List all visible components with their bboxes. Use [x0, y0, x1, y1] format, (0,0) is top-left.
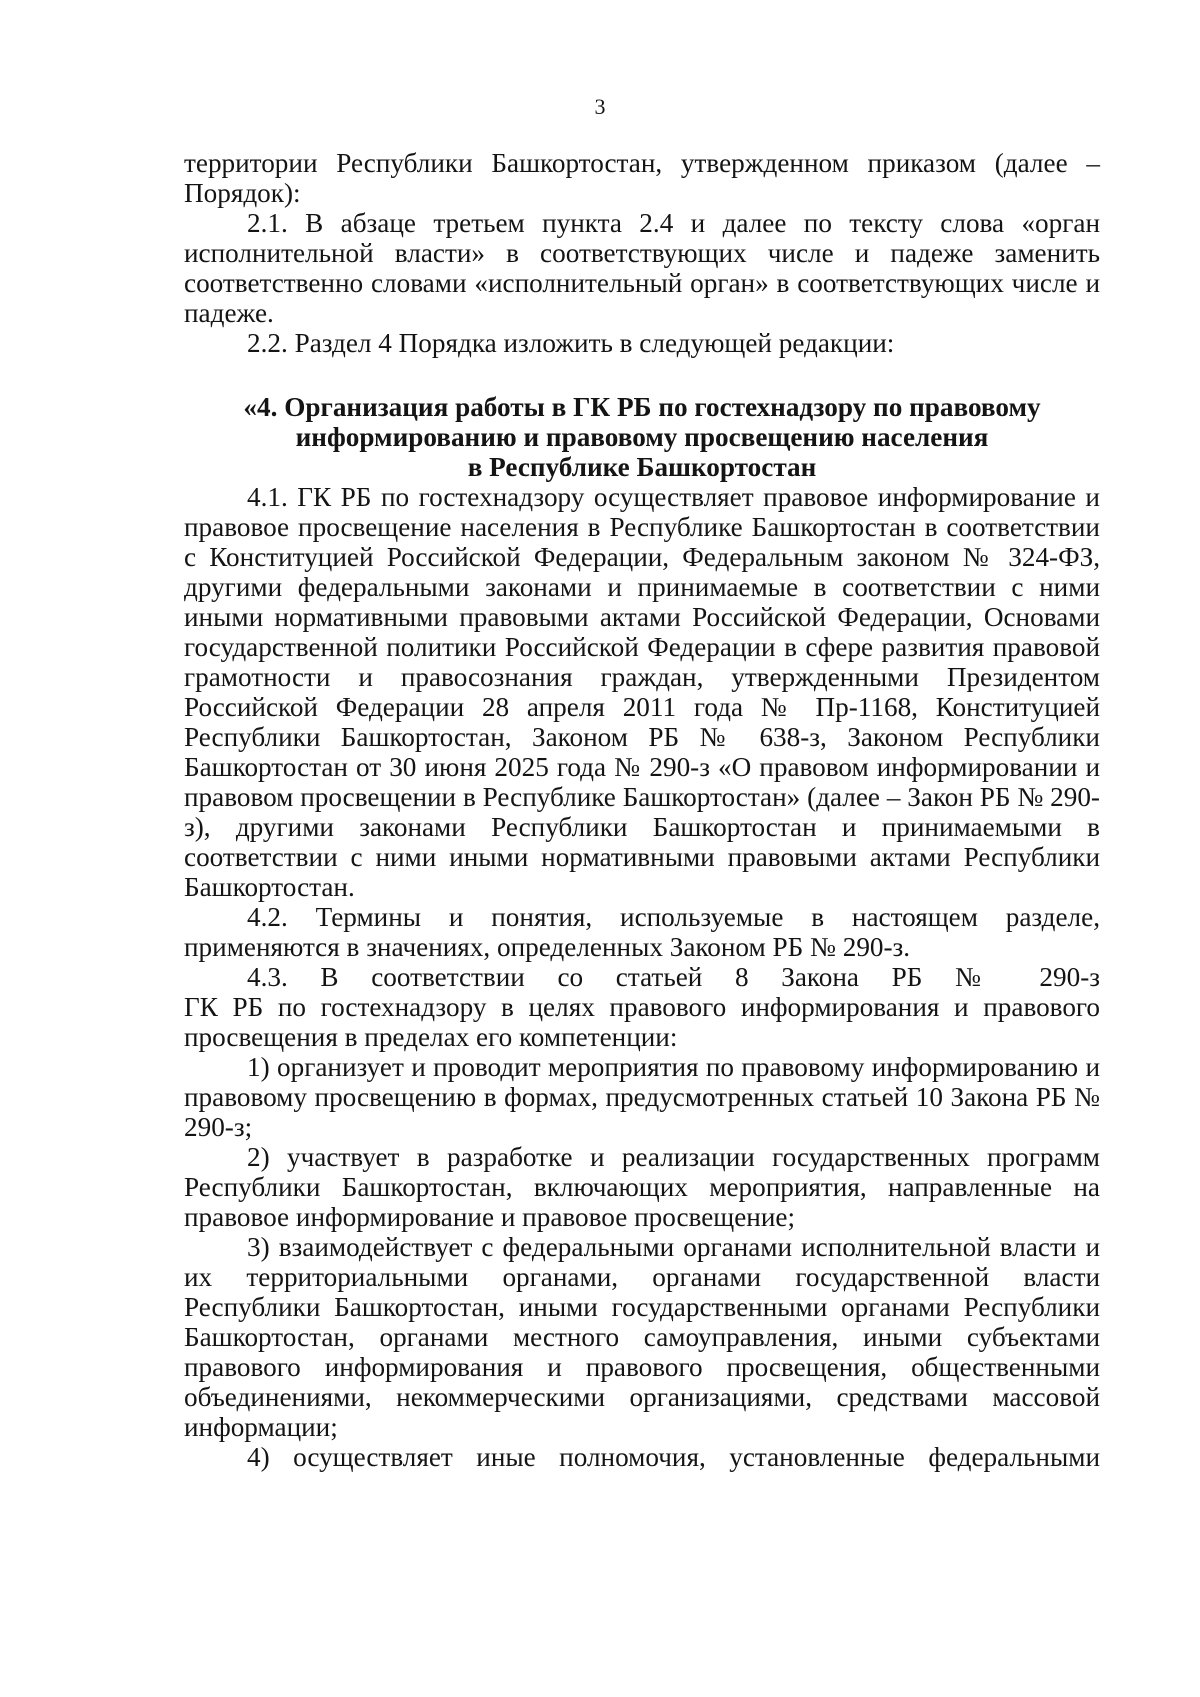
section-heading-line-1: «4. Организация работы в ГК РБ по гостехнадзору по правовому: [243, 392, 1041, 422]
list-item-4: 4) осуществляет иные полномочия, установленные федеральными: [247, 1442, 1100, 1472]
list-item-1: 1) организует и проводит мероприятия по правовому информированию и правовому просвещению в формах, предусмотренных статьей 10 Закона РБ № 290-з;: [184, 1052, 1100, 1142]
section-heading-line-2: информированию и правовому просвещению населения: [295, 422, 989, 452]
paragraph-4-3-first-line: 4.3. В соответствии со статьей 8 Закона РБ № 290-з: [247, 962, 1100, 992]
section-heading: [184, 392, 1100, 482]
page-number: 3: [594, 94, 606, 119]
list-item-2: 2) участвует в разработке и реализации государственных программ Республики Башкортостан, включающих мероприятия, направленные на правовое информирование и правовое просвещение;: [184, 1142, 1100, 1232]
document-body: [184, 148, 1100, 1472]
list-item-3: 3) взаимодействует с федеральными органами исполнительной власти и их территориальными органами, органами государственной власти Республики Башкортостан, иными государственными органами Республики Башкортостан, органами местного самоуправления, иными субъектами правового информирования и правового просвещения, общественными объединениями, некоммерческими организациями, средствами массовой информации;: [184, 1232, 1100, 1442]
paragraph-4-3-continuation: ГК РБ по гостехнадзору в целях правового информирования и правового просвещения в пределах его компетенции:: [184, 992, 1100, 1052]
paragraph-4-1: 4.1. ГК РБ по гостехнадзору осуществляет правовое информирование и правовое просвещение населения в Республике Башкортостан в соответствии с Конституцией Российской Федерации, Федеральным законом № 324-ФЗ, другими федеральными законами и принимаемые в соответствии с ними иными нормативными правовыми актами Российской Федерации, Основами государственной политики Российской Федерации в сфере развития правовой грамотности и правосознания граждан, утвержденными Президентом Российской Федерации 28 апреля 2011 года № Пр-1168, Конституцией Республики Башкортостан, Законом РБ № 638-з, Законом Республики Башкортостан от 30 июня 2025 года № 290-з «О правовом информировании и правовом просвещении в Республике Башкортостан» (далее – Закон РБ № 290-з), другими законами Республики Башкортостан и принимаемыми в соответствии с ними иными нормативными правовыми актами Республики Башкортостан.: [184, 482, 1100, 902]
paragraph-2-2: 2.2. Раздел 4 Порядка изложить в следующей редакции:: [247, 328, 895, 358]
paragraph-intro: территории Республики Башкортостан, утвержденном приказом (далее – Порядок):: [184, 148, 1100, 208]
section-heading-line-3: в Республике Башкортостан: [467, 452, 817, 482]
paragraph-2-1: 2.1. В абзаце третьем пункта 2.4 и далее по тексту слова «орган исполнительной власти» в соответствующих числе и падеже заменить соответственно словами «исполнительный орган» в соответствующих числе и падеже.: [184, 208, 1100, 328]
paragraph-4-2: 4.2. Термины и понятия, используемые в настоящем разделе, применяются в значениях, определенных Законом РБ № 290-з.: [184, 902, 1100, 962]
